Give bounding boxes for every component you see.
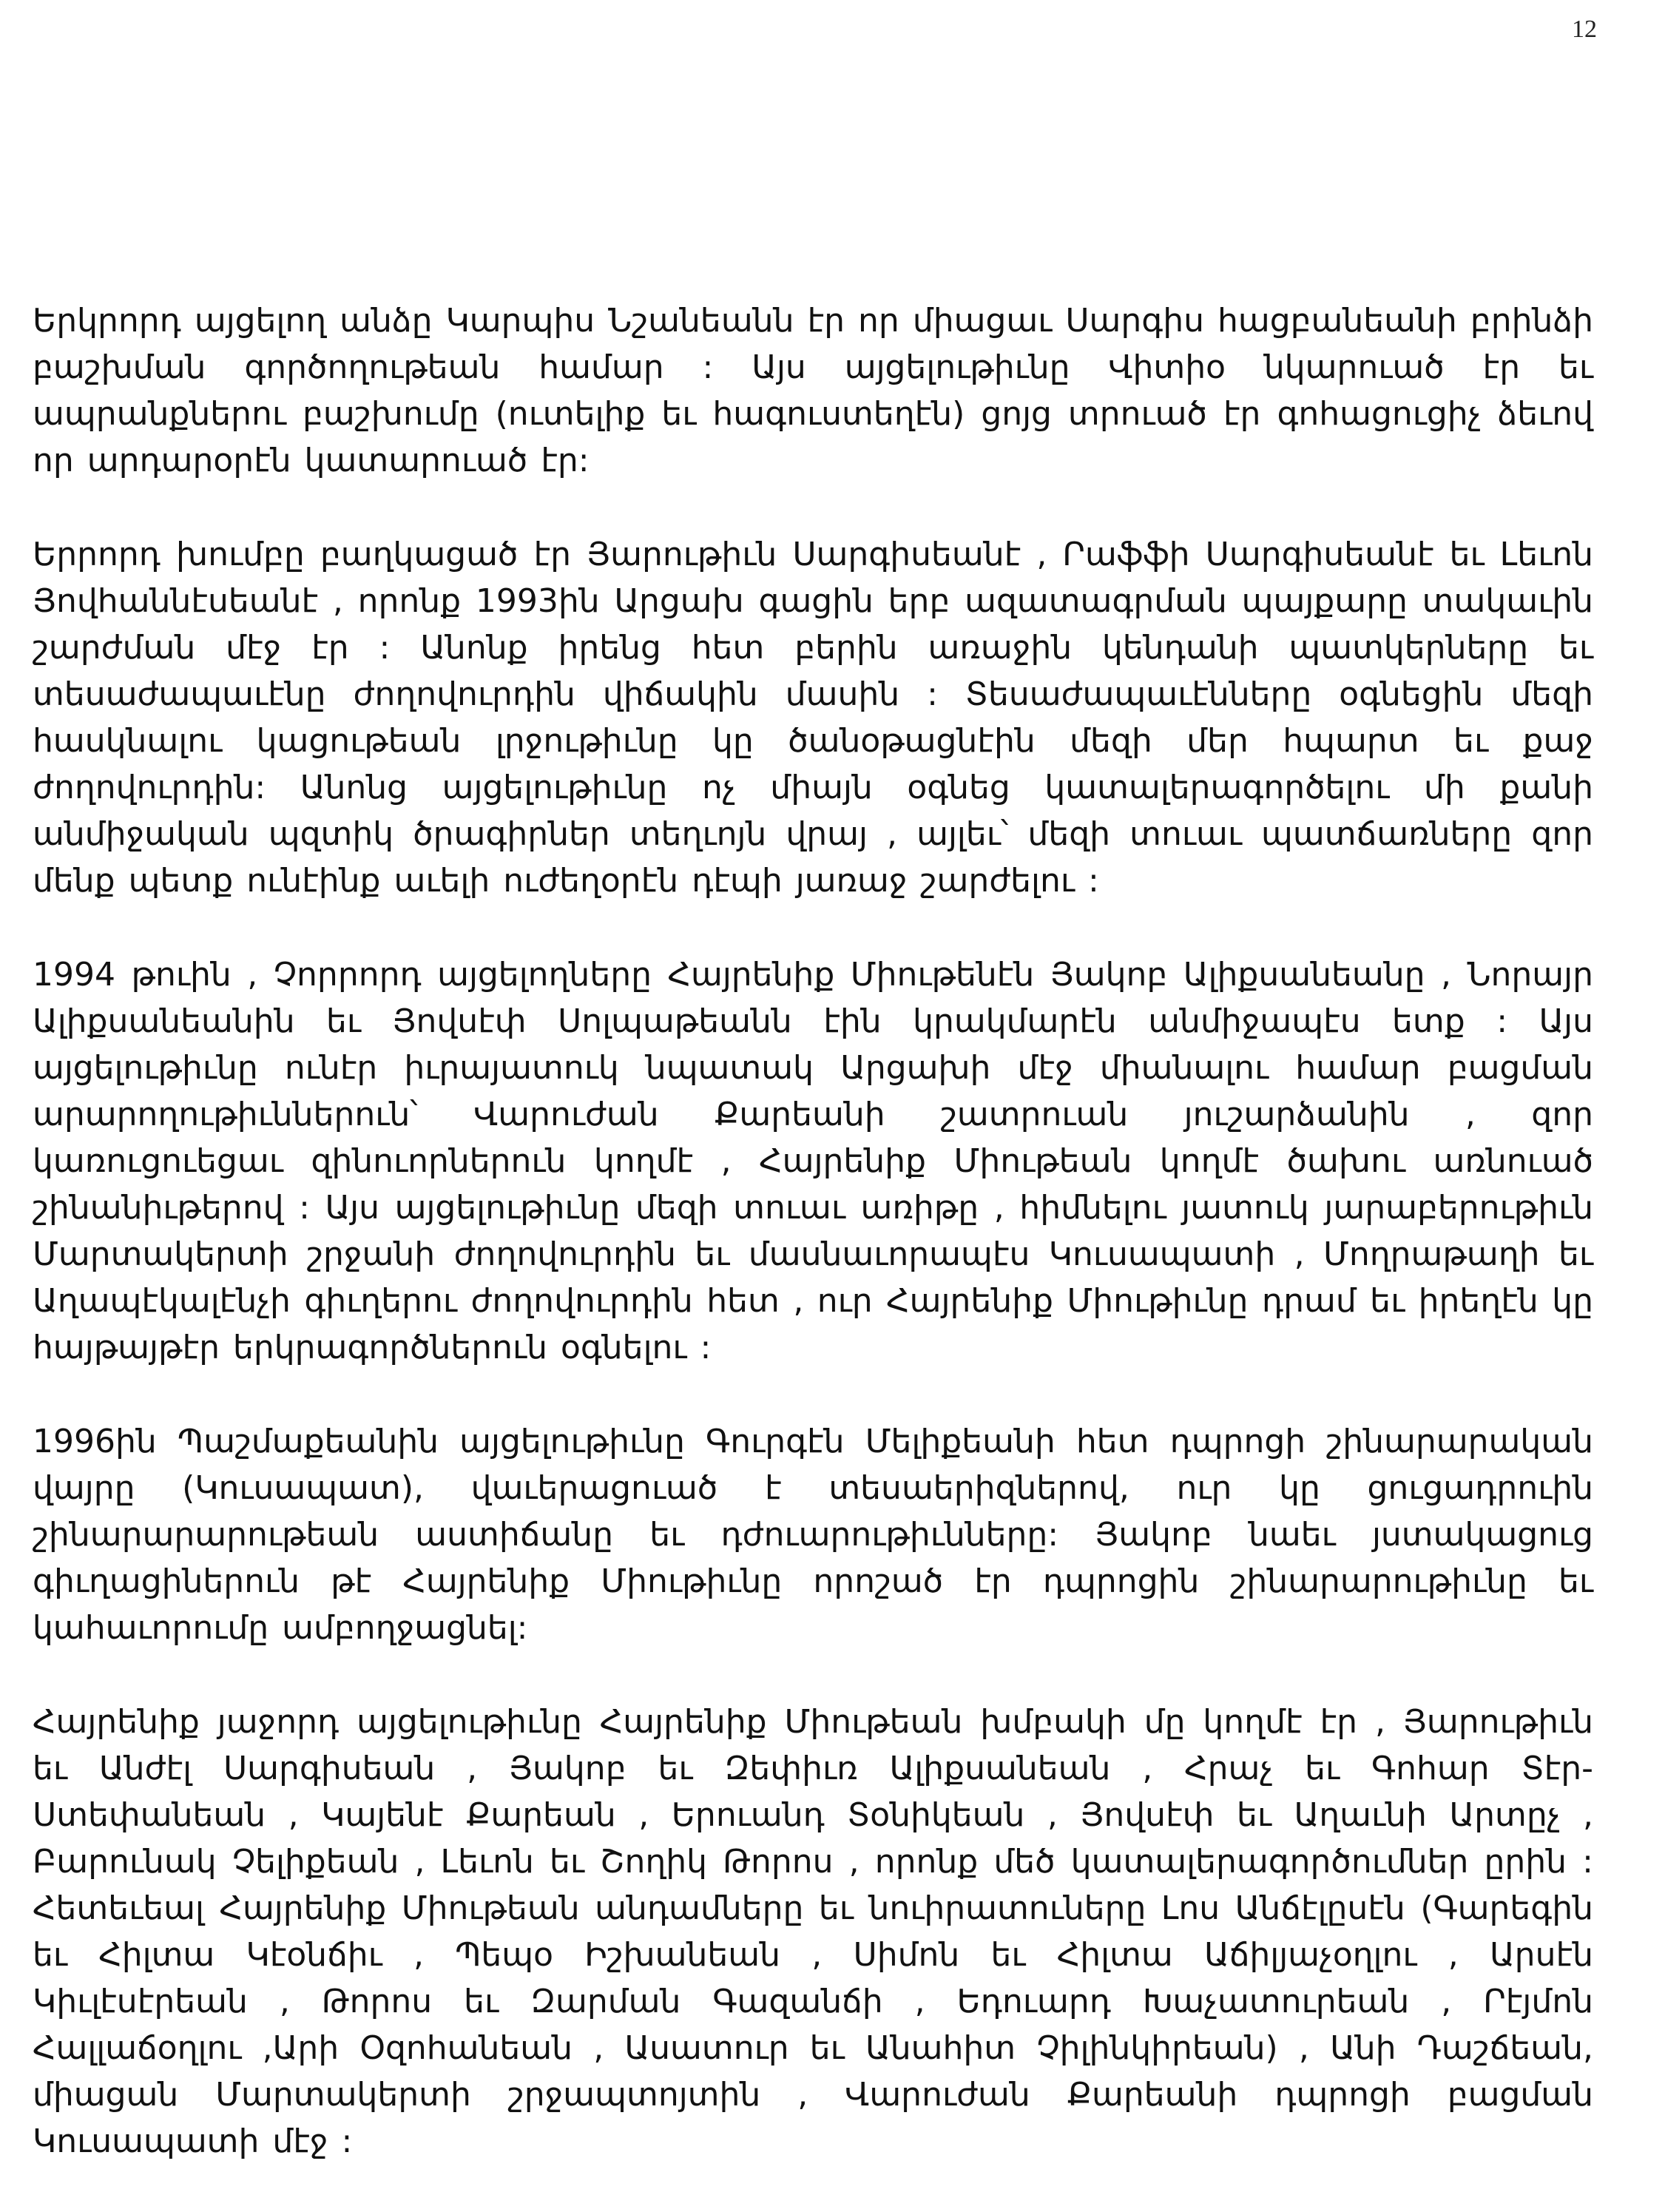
paragraph-third-group: Երրորդ խումբը բաղկացած էր Յարութիւն Սարգիսեանէ , Րաֆֆի Սարգիսեանէ եւ Լեւոն Յովհաննէսեանէ , որոնք 1993ին Արցախ գացին երբ ազատագրման պայքարը տակաւին շարժման մէջ էր : Անոնք իրենց հետ բերին առաջին կենդանի պատկերները եւ տեսաժապաւէնը ժողովուրդին վիճակին մասին : Տեսաժապաւէնները օգնեցին մեզի հասկնալու կացութեան լրջութիւնը կը ծանօթացնէին մեզի մեր հպարտ եւ քաջ ժողովուրդին: Անոնց այցելութիւնը ոչ միայն օգնեց կատալերագործելու մի քանի անմիջական պզտիկ ծրագիրներ տեղւոյն վրայ , այլեւ՝ մեզի տուաւ պատճառները զոր մենք պետք ունէինք աւելի ուժեղօրէն դէպի յառաջ շարժելու :	[33, 536, 1593, 900]
paragraph-1994-visit: 1994 թուին , Չորրորդ այցելողները Հայրենիք Միութենէն Յակոբ Ալիքսանեանը , Նորայր Ալիքսանեանին եւ Յովսէփ Սոլպաթեանն էին կրակմարէն անմիջապէս ետք : Այս այցելութիւնը ունէր իւրայատուկ նպատակ Արցախի մէջ միանալու համար բացման արարողութիւններուն՝ Վարուժան Քարեանի շատրուան յուշարձանին , զոր կառուցուեցաւ զինուորներուն կողմէ , Հայրենիք Միութեան կողմէ ծախու առնուած շինանիւթերով : Այս այցելութիւնը մեզի տուաւ առիթը , հիմնելու յատուկ յարաբերութիւն Մարտակերտի շրջանի ժողովուրդին եւ մասնաւորապէս Կուսապատի , Մողրաթաղի եւ Աղապէկալէնչի գիւղերու ժողովուրդին հետ , ուր Հայրենիք Միութիւնը դրամ եւ իրեղէն կը հայթայթէր երկրագործներուն օգնելու :	[33, 956, 1593, 1366]
document-body	[33, 297, 1593, 2212]
paragraph-second-visitor: Երկրորդ այցելող անձը Կարպիս Նշանեանն էր որ միացաւ Սարգիս հացբանեանի բրինձի բաշխման գործողութեան համար : Այս այցելութիւնը Վիտիօ նկարուած էր եւ ապրանքներու բաշխումը (ուտելիք եւ հագուստեղէն) ցոյց տրուած էր գոհացուցիչ ձեւով որ արդարօրէն կատարուած էր:	[33, 302, 1593, 479]
page-number: 12	[1572, 16, 1597, 43]
paragraph-next-visit: Հայրենիք յաջորդ այցելութիւնը Հայրենիք Միութեան խմբակի մը կողմէ էր , Յարութիւն եւ Անժէլ Սարգիսեան , Յակոբ եւ Զեփիւռ Ալիքսանեան , Հրաչ եւ Գոհար Տէր-Ստեփանեան , Կայենէ Քարեան , Երուանդ Տօնիկեան , Յովսէփ եւ Աղաւնի Արտըչ , Բարունակ Չելիքեան , Լեւոն եւ Շողիկ Թորոս , որոնք մեծ կատալերագործումներ ըրին : Հետեւեալ Հայրենիք Միութեան անդամները եւ նուիրատուները Լոս Անճէլըսէն (Գարեգին եւ Հիլտա Կէօնճիւ , Պեպօ Իշխանեան , Սիմոն եւ Հիլտա Աճիլյաչօղլու , Արսէն Կիւլէսէրեան , Թորոս եւ Զարման Գազանճի , Եդուարդ Խաչատուրեան , Րէյմոն Հալլաճօղլու ,Արի Օզոհանեան , Ասատուր եւ Անահիտ Չիլինկիրեան) , Անի Դաշճեան, միացան Մարտակերտի շրջապտոյտին , Վարուժան Քարեանի դպրոցի բացման Կուսապատի մէջ :	[33, 1703, 1593, 2160]
paragraph-1996-visit: 1996ին Պաշմաքեանին այցելութիւնը Գուրգէն Մելիքեանի հետ դպրոցի շինարարական վայրը (Կուսապատ), վաւերացուած է տեսաերիզներով, ուր կը ցուցադրուին շինարարարութեան աստիճանը եւ դժուարութիւնները: Յակոբ նաեւ յստակացուց գիւղացիներուն թէ Հայրենիք Միութիւնը որոշած էր դպրոցին շինարարութիւնը եւ կահաւորումը ամբողջացնել:	[33, 1423, 1593, 1647]
